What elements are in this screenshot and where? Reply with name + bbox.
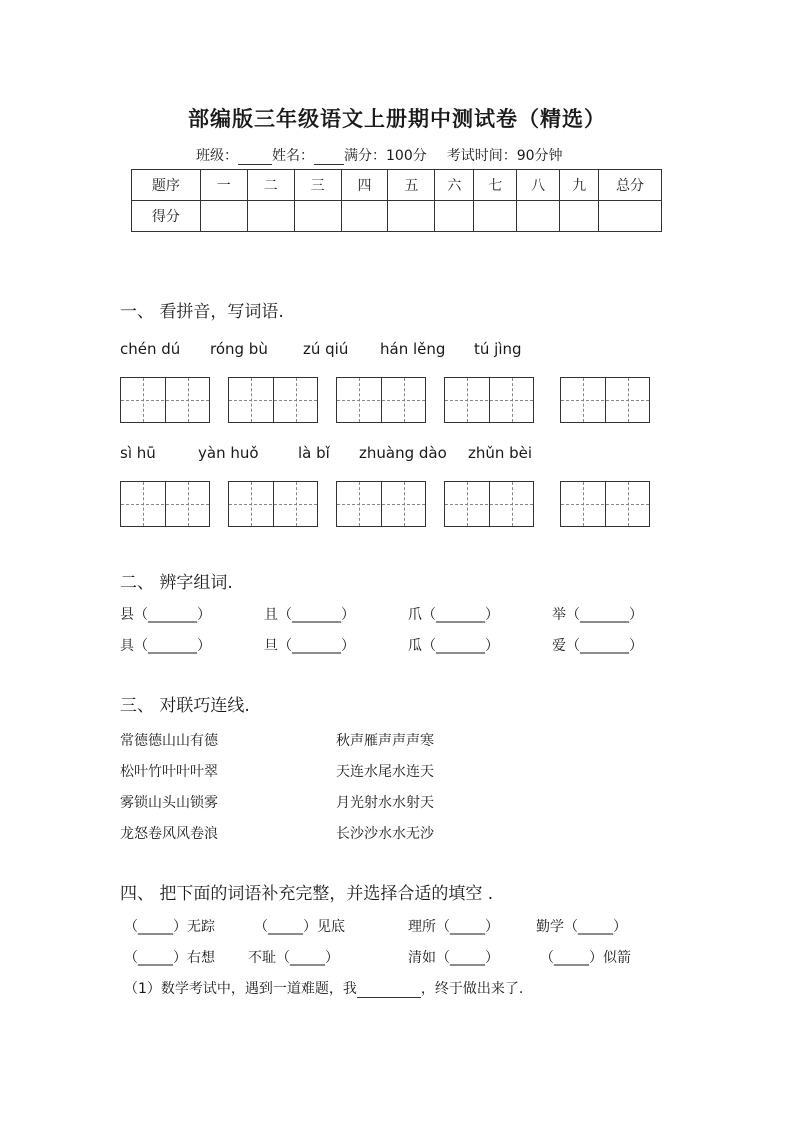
section3-title: 三、 对联巧连线.	[120, 696, 250, 716]
score-cell[interactable]	[341, 201, 388, 232]
score-header-cell: 一	[200, 170, 247, 201]
score-cell[interactable]	[599, 201, 662, 232]
word-item[interactable]: 爪（_______）	[408, 607, 499, 623]
writing-box[interactable]	[336, 481, 426, 527]
idiom-item[interactable]: 清如（_____）	[408, 950, 499, 966]
writing-box[interactable]	[560, 377, 650, 423]
pinyin-7: yàn huǒ	[198, 444, 259, 462]
couplet-right[interactable]: 月光射水水射天	[336, 795, 434, 811]
score-row-label: 得分	[132, 201, 201, 232]
score-cell[interactable]	[560, 201, 599, 232]
score-header-cell: 六	[435, 170, 474, 201]
pinyin-3: zú qiú	[303, 340, 349, 358]
score-cell[interactable]	[200, 201, 247, 232]
question-1-text-b: ，终于做出来了.	[420, 981, 524, 997]
writing-box[interactable]	[444, 377, 534, 423]
score-header-cell: 八	[517, 170, 560, 201]
score-cell[interactable]	[247, 201, 294, 232]
couplet-left[interactable]: 龙怒卷风风卷浪	[120, 826, 218, 842]
score-header-cell: 五	[388, 170, 435, 201]
idiom-item[interactable]: （_____）似箭	[540, 950, 631, 966]
pinyin-6: sì hū	[120, 444, 156, 462]
writing-box[interactable]	[228, 481, 318, 527]
section2-title: 二、 辨字组词.	[120, 573, 233, 593]
pinyin-8: là bǐ	[298, 444, 330, 462]
couplet-left[interactable]: 松叶竹叶叶叶翠	[120, 764, 218, 780]
section1-title: 一、 看拼音，写词语.	[120, 302, 284, 322]
score-cell[interactable]	[435, 201, 474, 232]
score-header-cell: 九	[560, 170, 599, 201]
student-info-line	[196, 145, 563, 165]
idiom-item[interactable]: （_____）无踪	[124, 919, 215, 935]
score-cell[interactable]	[294, 201, 341, 232]
pinyin-9: zhuàng dào	[359, 444, 447, 462]
couplet-right[interactable]: 秋声雁声声声寒	[336, 733, 434, 749]
word-item[interactable]: 举（_______）	[552, 607, 643, 623]
class-blank[interactable]	[238, 150, 272, 165]
score-cell[interactable]	[517, 201, 560, 232]
couplet-left[interactable]: 常德德山山有德	[120, 733, 218, 749]
idiom-item[interactable]: 不耻（_____）	[248, 950, 339, 966]
exam-time: 考试时间：90分钟	[446, 148, 563, 164]
class-label: 班级：	[196, 148, 238, 164]
score-cell[interactable]	[388, 201, 435, 232]
couplet-right[interactable]: 长沙沙水水无沙	[336, 826, 434, 842]
score-header-cell: 三	[294, 170, 341, 201]
word-item[interactable]: 县（_______）	[120, 607, 211, 623]
question-1-text-a: （1）数学考试中，遇到一道难题，我	[124, 981, 357, 997]
score-header-cell: 题序	[132, 170, 201, 201]
word-item[interactable]: 爱（_______）	[552, 638, 643, 654]
score-cell[interactable]	[474, 201, 517, 232]
pinyin-1: chén dú	[120, 340, 181, 358]
question-1	[124, 978, 523, 998]
page-title: 部编版三年级语文上册期中测试卷（精选）	[188, 107, 606, 131]
idiom-item[interactable]: （_____）右想	[124, 950, 215, 966]
question-1-blank[interactable]	[357, 983, 421, 998]
pinyin-4: hán lěng	[380, 340, 446, 358]
score-header-cell: 四	[341, 170, 388, 201]
idiom-item[interactable]: 勤学（_____）	[536, 919, 627, 935]
full-score: 满分：100分	[344, 148, 427, 164]
score-header-cell: 总分	[599, 170, 662, 201]
writing-box[interactable]	[120, 377, 210, 423]
section4-title: 四、 把下面的词语补充完整，并选择合适的填空 .	[120, 884, 494, 904]
couplet-right[interactable]: 天连水尾水连天	[336, 764, 434, 780]
writing-box[interactable]	[560, 481, 650, 527]
idiom-item[interactable]: （_____）见底	[254, 919, 345, 935]
word-item[interactable]: 且（_______）	[264, 607, 355, 623]
name-label: 姓名：	[272, 148, 314, 164]
writing-box[interactable]	[228, 377, 318, 423]
word-item[interactable]: 瓜（_______）	[408, 638, 499, 654]
word-item[interactable]: 旦（_______）	[264, 638, 355, 654]
pinyin-10: zhǔn bèi	[468, 444, 533, 462]
score-table	[131, 169, 662, 232]
name-blank[interactable]	[314, 150, 344, 165]
score-table-header-row	[132, 170, 662, 201]
word-item[interactable]: 具（_______）	[120, 638, 211, 654]
score-header-cell: 二	[247, 170, 294, 201]
pinyin-2: róng bù	[210, 340, 268, 358]
writing-box[interactable]	[444, 481, 534, 527]
writing-box[interactable]	[120, 481, 210, 527]
writing-box[interactable]	[336, 377, 426, 423]
idiom-item[interactable]: 理所（_____）	[408, 919, 499, 935]
score-table-score-row	[132, 201, 662, 232]
pinyin-5: tú jìng	[474, 340, 522, 358]
couplet-left[interactable]: 雾锁山头山锁雾	[120, 795, 218, 811]
score-header-cell: 七	[474, 170, 517, 201]
